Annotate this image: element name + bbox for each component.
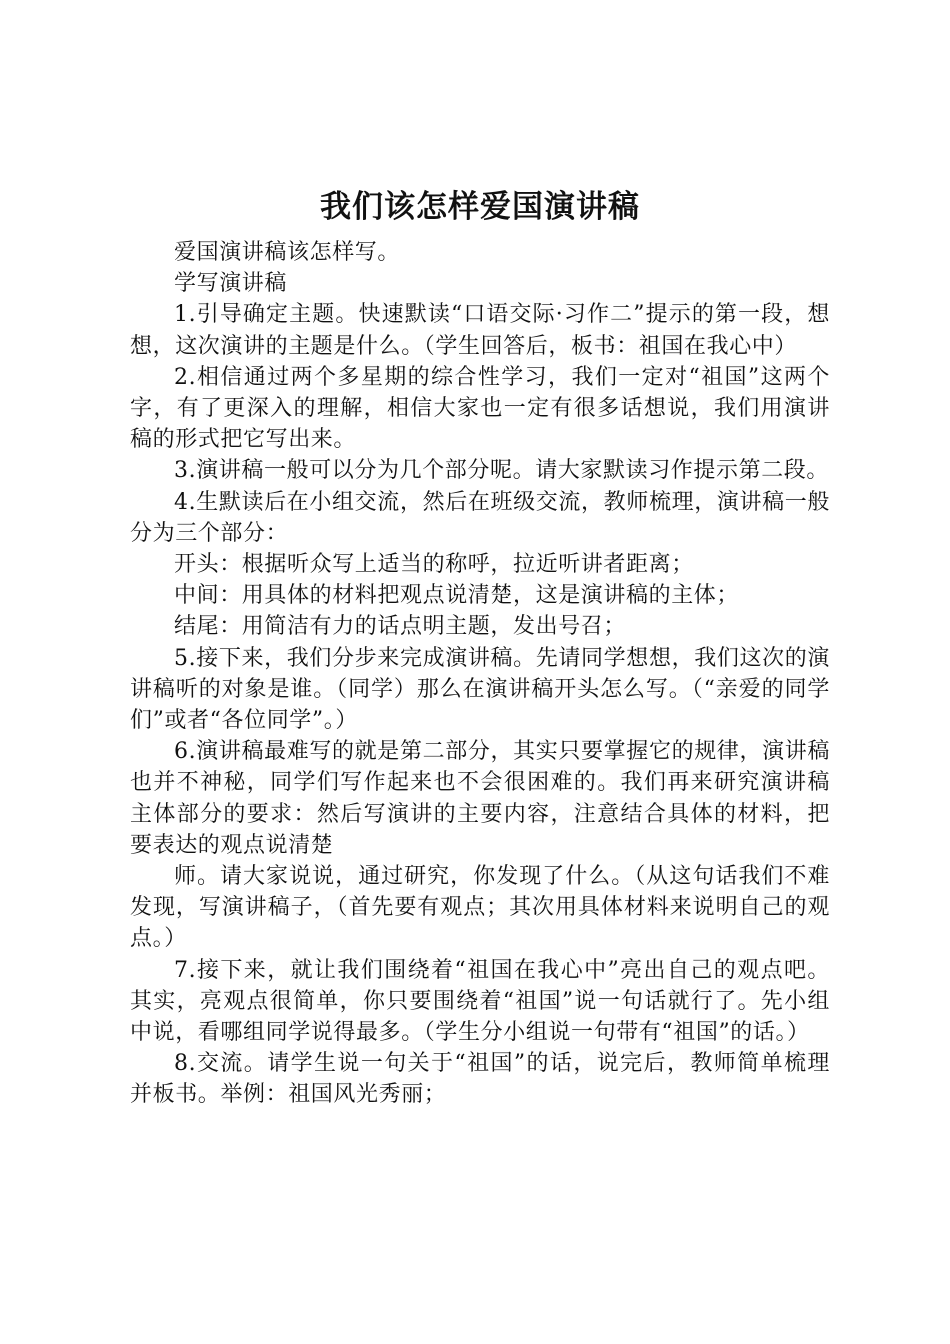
paragraph-step-6: 6.演讲稿最难写的就是第二部分，其实只要掌握它的规律，演讲稿也并不神秘，同学们写作起来也不会很困难的。我们再来研究演讲稿主体部分的要求：然后写演讲的主要内容，注意结合具体的材料，把要表达的观点说清楚 [130,739,830,858]
document-page [130,185,830,1111]
paragraph-step-2: 2.相信通过两个多星期的综合性学习，我们一定对“祖国”这两个字，有了更深入的理解，相信大家也一定有很多话想说，我们用演讲稿的形式把它写出来。 [130,364,830,453]
paragraph-step-8: 8.交流。请学生说一句关于“祖国”的话，说完后，教师简单梳理并板书。举例：祖国风光秀丽； [130,1051,830,1108]
paragraph-step-1: 1.引导确定主题。快速默读“口语交际·习作二”提示的第一段，想想，这次演讲的主题是什么。（学生回答后，板书：祖国在我心中） [130,302,830,359]
paragraph-heading: 学写演讲稿 [174,271,288,297]
paragraph-step-5: 5.接下来，我们分步来完成演讲稿。先请同学想想，我们这次的演讲稿听的对象是谁。（同学）那么在演讲稿开头怎么写。（“亲爱的同学们”或者“各位同学”。） [130,645,830,734]
paragraph-intro: 爱国演讲稿该怎样写。 [174,240,401,265]
paragraph-step-3: 3.演讲稿一般可以分为几个部分呢。请大家默读习作提示第二段。 [174,458,829,484]
paragraph-opening: 开头：根据听众写上适当的称呼，拉近听讲者距离； [174,552,694,578]
paragraph-step-7: 7.接下来，就让我们围绕着“祖国在我心中”亮出自己的观点吧。其实，亮观点很简单，你只要围绕着“祖国”说一句话就行了。先小组中说，看哪组同学说得最多。（学生分小组说一句带有“祖国”的话。） [130,957,830,1046]
document-title: 我们该怎样爱国演讲稿 [320,189,640,225]
paragraph-ending: 结尾：用简洁有力的话点明主题，发出号召； [174,614,627,640]
paragraph-middle: 中间：用具体的材料把观点说清楚，这是演讲稿的主体； [174,583,740,609]
paragraph-teacher: 师。请大家说说，通过研究，你发现了什么。（从这句话我们不难发现，写演讲稿子，（首先要有观点；其次用具体材料来说明自己的观点。） [130,864,830,952]
paragraph-step-4: 4.生默读后在小组交流，然后在班级交流，教师梳理，演讲稿一般分为三个部分： [130,489,830,546]
